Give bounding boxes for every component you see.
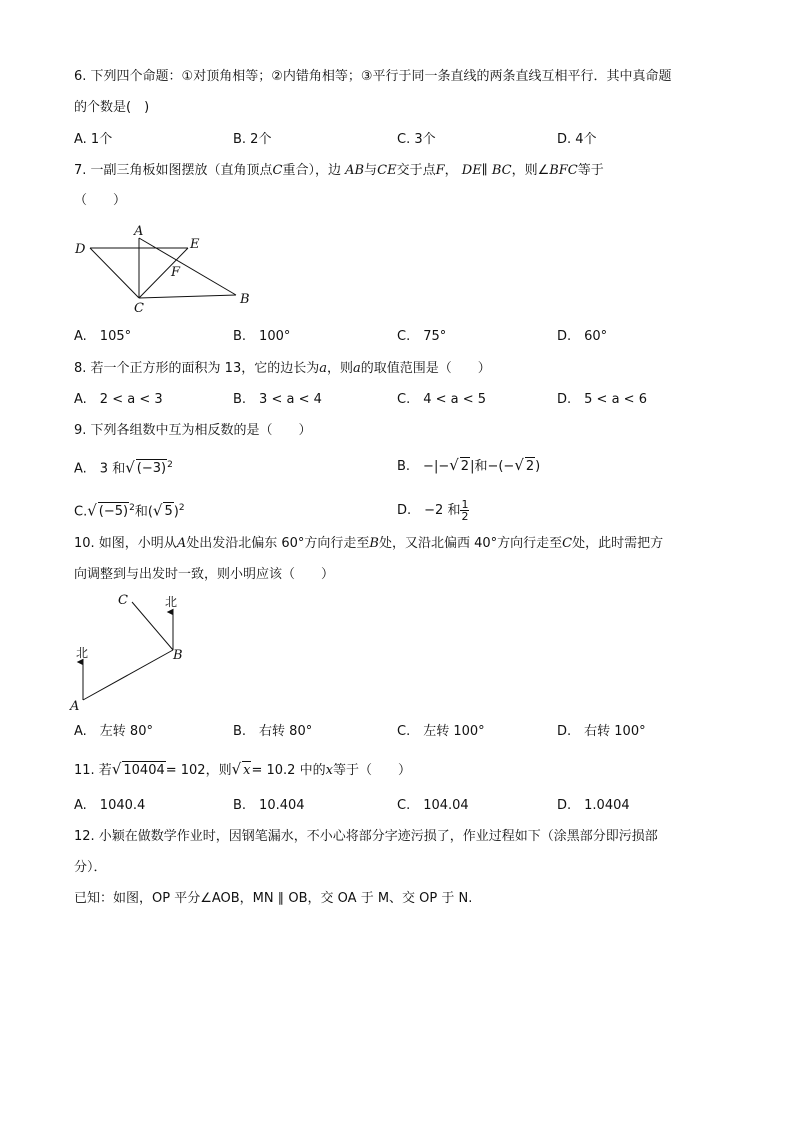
q9-option-c-exponent-1: 2 <box>129 503 135 513</box>
q10-var-b: B <box>369 536 379 551</box>
q8-var-a2: a <box>353 361 361 376</box>
q10-stem <box>74 535 663 553</box>
q10-path-ab <box>83 650 173 700</box>
q7-text-3: 与 <box>364 163 378 178</box>
q7-option-b: B. 100° <box>233 329 291 344</box>
radical-icon: √ <box>231 760 242 778</box>
q9-option-a-exponent: 2 <box>167 460 173 470</box>
q6-option-d: D. 4个 <box>557 132 597 147</box>
q9-option-b-radicand-2: 2 <box>525 459 535 474</box>
q9-option-c-exponent-2: 2 <box>178 503 185 513</box>
q9-option-c-text-1: C. <box>74 504 88 520</box>
radical-icon: √ <box>514 456 524 474</box>
q9-option-a <box>74 456 173 478</box>
q11-option-a: A. 1040.4 <box>74 798 146 813</box>
q7-var-f: F <box>435 163 445 178</box>
q7-option-c: C. 75° <box>397 329 447 344</box>
q7-label-a: A <box>134 224 144 239</box>
q7-var-de-bc: DE∥ BC <box>461 163 512 178</box>
q8-option-c: C. 4 < a < 5 <box>397 392 487 407</box>
q9-option-d-denominator: 2 <box>461 510 469 523</box>
q7-text-6: ，则∠ <box>511 163 550 178</box>
q7-triangle-diagram <box>70 222 260 318</box>
q8-text-1: 8. 若一个正方形的面积为 13，它的边长为 <box>74 361 320 376</box>
radical-icon: √ <box>111 760 122 778</box>
q12-line3: 已知：如图，OP 平分∠AOB，MN ∥ OB，交 OA 于 M、交 OP 于 N. <box>74 891 473 906</box>
q10-label-north-a: 北 <box>76 646 89 660</box>
q7-text-1: 7. 一副三角板如图摆放（直角顶点 <box>74 163 273 178</box>
q8-text-3: 的取值范围是（ ） <box>360 361 491 376</box>
q9-option-c-radicand-1: (−5) <box>98 504 129 520</box>
q10-direction-diagram <box>66 590 206 715</box>
q9-option-d-text: D. −2 和 <box>397 503 461 518</box>
q10-text-2: 处出发沿北偏东 60°方向行走至 <box>186 536 370 551</box>
q9-option-a-text: A. 3 和 <box>74 461 126 477</box>
q12-line2: 分）． <box>74 860 107 875</box>
q10-text-4: 处，此时需把方 <box>572 536 664 551</box>
q9-option-a-radicand: (−3) <box>136 461 167 477</box>
q7-label-d: D <box>75 242 86 257</box>
q7-text-4: 交于点 <box>396 163 436 178</box>
q10-label-a: A <box>70 699 80 714</box>
q10-path-bc <box>132 602 173 650</box>
q10-option-d: D. 右转 100° <box>557 724 646 739</box>
q7-text-7: 等于 <box>577 163 604 178</box>
q10-var-a: A <box>176 536 187 551</box>
q11-radicand-1: 10404 <box>123 763 165 778</box>
q12-line1: 12. 小颖在做数学作业时，因钢笔漏水，不小心将部分字迹污损了，作业过程如下（涂黑部分即污损部 <box>74 829 658 844</box>
q7-label-c: C <box>134 301 144 316</box>
q7-edge-ce <box>139 248 188 298</box>
q7-edge-cb <box>139 295 236 298</box>
q11-option-c: C. 104.04 <box>397 798 469 813</box>
q10-label-c: C <box>118 593 128 608</box>
q10-text-3: 处，又沿北偏西 40°方向行走至 <box>378 536 563 551</box>
q10-line2: 向调整到与出发时一致，则小明应该（ ） <box>74 567 335 582</box>
q11-var-x: x <box>325 763 333 778</box>
q9-option-c-radicand-2: 5 <box>164 504 173 520</box>
q9-stem: 9. 下列各组数中互为相反数的是（ ） <box>74 423 312 438</box>
q7-edge-ab <box>139 238 236 295</box>
q8-option-b: B. 3 < a < 4 <box>233 392 322 407</box>
q10-label-north-b: 北 <box>165 595 178 609</box>
q11-text-3: = 10.2 中的 <box>251 763 326 778</box>
q8-var-a: a <box>319 361 327 376</box>
radical-icon: √ <box>125 458 135 477</box>
q9-option-d-fraction <box>460 499 469 522</box>
q9-option-b-text-1: B. −|− <box>397 459 450 474</box>
q7-option-a: A. 105° <box>74 329 132 344</box>
q7-var-bfc: BFC <box>549 163 578 178</box>
q8-option-d: D. 5 < a < 6 <box>557 392 647 407</box>
q8-stem <box>74 360 491 378</box>
radical-icon: √ <box>152 501 163 520</box>
q9-option-d-numerator: 1 <box>461 498 469 511</box>
q6-option-b: B. 2个 <box>233 132 272 147</box>
q11-option-d: D. 1.0404 <box>557 798 630 813</box>
radical-icon: √ <box>449 456 459 474</box>
q7-label-e: E <box>190 237 200 252</box>
q7-label-f: F <box>171 265 181 280</box>
q8-text-2: ，则 <box>326 361 353 376</box>
q8-option-a: A. 2 < a < 3 <box>74 392 163 407</box>
q11-text-1: 11. 若 <box>74 763 112 778</box>
q7-stem <box>74 162 604 180</box>
q7-label-b: B <box>240 292 250 307</box>
q10-text-1: 10. 如图，小明从 <box>74 536 177 551</box>
q7-var-ab: AB <box>345 163 365 178</box>
q11-option-b: B. 10.404 <box>233 798 305 813</box>
q9-option-c-text-3: ) <box>173 504 179 520</box>
q7-text-2: 重合），边 <box>282 163 342 178</box>
q6-line1: 6. 下列四个命题：①对顶角相等；②内错角相等；③平行于同一条直线的两条直线互相平行．其中真命题 <box>74 69 672 84</box>
q6-line2: 的个数是( ) <box>74 100 150 115</box>
q10-label-b: B <box>173 648 183 663</box>
q6-option-c: C. 3个 <box>397 132 436 147</box>
q7-var-ce: CE <box>377 163 397 178</box>
q7-var-c: C <box>272 163 283 178</box>
q7-option-d: D. 60° <box>557 329 608 344</box>
q9-option-b-radicand-1: 2 <box>460 459 470 474</box>
q9-option-c <box>74 499 185 521</box>
q11-radicand-2: x <box>243 763 251 778</box>
q9-option-c-text-2: 和( <box>134 504 153 520</box>
q7-line2: （ ） <box>74 193 127 208</box>
q10-option-c: C. 左转 100° <box>397 724 485 739</box>
q7-edge-dc <box>90 248 139 298</box>
q10-var-c: C <box>562 536 573 551</box>
q9-option-d <box>397 499 469 522</box>
q11-text-4: 等于（ ） <box>332 763 411 778</box>
q10-option-b: B. 右转 80° <box>233 724 313 739</box>
q9-option-b-text-2: |和−(− <box>470 459 515 474</box>
q9-option-b <box>397 456 540 476</box>
q10-option-a: A. 左转 80° <box>74 724 153 739</box>
radical-icon: √ <box>87 501 97 520</box>
q6-option-a: A. 1个 <box>74 132 113 147</box>
q9-option-b-text-3: ) <box>535 459 541 474</box>
q7-text-5: ， <box>444 163 458 178</box>
q11-stem <box>74 760 411 780</box>
q11-text-2: = 102，则 <box>165 763 232 778</box>
